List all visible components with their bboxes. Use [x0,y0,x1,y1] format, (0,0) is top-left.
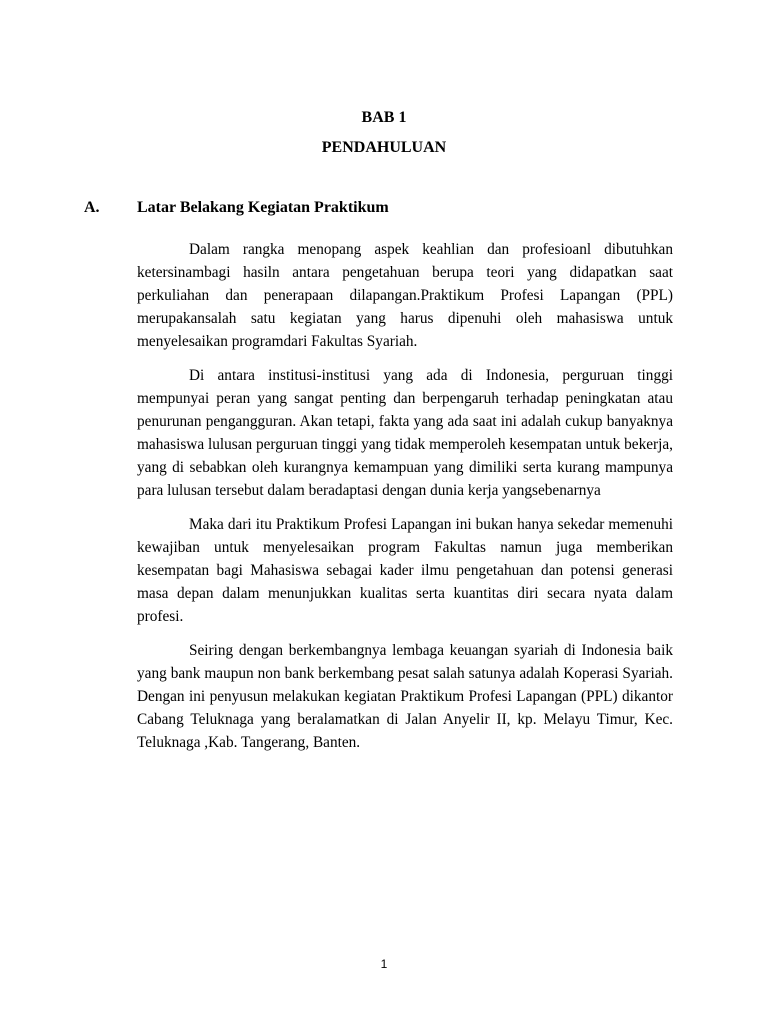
section-letter: A. [84,199,100,216]
chapter-title: PENDAHULUAN [321,139,447,156]
chapter-number: BAB 1 [361,109,407,126]
paragraph-3: Maka dari itu Praktikum Profesi Lapangan ini bukan hanya sekedar memenuhi kewajiban untuk menyelesaikan program Fakultas namun juga memberikan kesempatan bagi Mahasiswa sebagai kader ilmu pengetahuan dan potensi generasi masa depan dalam menunjukkan kualitas serta kuantitas diri secara nyata dalam profesi. [137,516,673,625]
body-text [137,238,673,765]
section-title: Latar Belakang Kegiatan Praktikum [137,199,389,216]
paragraph-1: Dalam rangka menopang aspek keahlian dan profesioanl dibutuhkan ketersinambagi hasiln antara pengetahuan berupa teori yang didapatkan saat perkuliahan dan penerapaan dilapangan.Praktikum Profesi Lapangan (PPL) merupakansalah satu kegiatan yang harus dipenuhi oleh mahasiswa untuk menyelesaikan programdari Fakultas Syariah. [137,241,673,350]
paragraph-4: Seiring dengan berkembangnya lembaga keuangan syariah di Indonesia baik yang bank maupun non bank berkembang pesat salah satunya adalah Koperasi Syariah. Dengan ini penyusun melakukan kegiatan Praktikum Profesi Lapangan (PPL) dikantor Cabang Teluknaga yang beralamatkan di Jalan Anyelir II, kp. Melayu Timur, Kec. Teluknaga ,Kab. Tangerang, Banten. [137,642,673,751]
paragraph-2: Di antara institusi-institusi yang ada di Indonesia, perguruan tinggi mempunyai peran yang sangat penting dan berpengaruh terhadap peningkatan atau penurunan pengangguran. Akan tetapi, fakta yang ada saat ini adalah cukup banyaknya mahasiswa lulusan perguruan tinggi yang tidak memperoleh kesempatan untuk bekerja, yang di sebabkan oleh kurangnya kemampuan yang dimiliki serta kurang mampunya para lulusan tersebut dalam beradaptasi dengan dunia kerja yangsebenarnya [137,367,673,499]
page-number: 1 [380,957,388,971]
